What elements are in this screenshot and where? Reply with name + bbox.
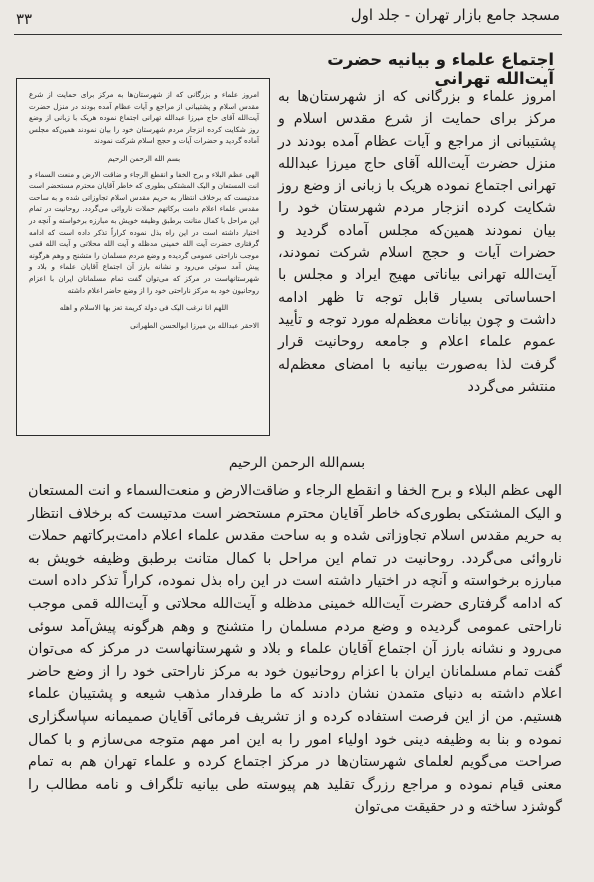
- body-paragraph: الهی عظم البلاء و برح الخفا و انقطع الرجاء و ضاقت‌الارض و منعت‌السماء و انت المستعان و الیک المشتکی بطوری‌که خاطر آقایان محترم مستحضر است مدتیست که برخلاف انتظار به حریم مقدس اسلام تجاوزاتی شده و به ساحت مقدس علماء اعلام دامت‌برکاتهم حملات ناروائی می‌گردد. روحانیت در تمام این مراحل با کمال متانت برطبق وظیفه خویش به مبارزه برخواسته و آنچه در اختیار داشته است در این راه بذل نموده، کراراً تذکر داده است که ادامه گرفتاری حضرت آیت‌الله خمینی مدظله و آیت‌الله محلاتی و آیت‌الله قمی موجب ناراحتی عمومی گردیده و وضع مردم مسلمان را متشنج و وهم هرگونه پیش‌آمد سوئی می‌رود و نشانه بارز آن اجتماع آقایان علماء و بلاد و شهرستانهاست در مرکز که می‌توان گفت تمام مسلمانان ایران با اعزام روحانیون خود به مرکز ناراحتی خود را از وضع حاضر اعلام داشته به دنیای متمدن نشان دادند که ما طرفدار مذهب شیعه و پشتیبان علماء هستیم. من از این فرصت استفاده کرده و از تشریف فرمائی آقایان صمیمانه سپاسگزاری نموده و بنا به وظیفه دینی خود اولیاء امور را به این امر مهم متوجه می‌سازم و با کمال صراحت می‌گویم لعلمای شهرستان‌ها در مرکز اجتماع کرده و علماء تهران هم به تمام معنی قیام نموده و مراجع رزرگ تقلید هم پیوسته طی بیانیه تلگراف و نامه مطالب را گوشزد ساخته و در حقیقت می‌توان: [28, 483, 562, 816]
- scan-top-lines: امروز علماء و بزرگانی که از شهرستان‌ها به مرکز برای حمایت از شرع مقدس اسلام و پشتیبانی از مراجع و آیات عظام آمده بودند در منزل حضرت آیت‌الله آقای حاج میرزا عبدالله تهرانی اجتماع نموده هریک با زبانی از وضع روز شکایت کرده انزجار مردم شهرستان خود را بیان نمودند همین‌که مجلس آماده گردید و حضرات آیات و حجج اسلام شرکت نمودند: [29, 90, 259, 146]
- section-heading: اجتماع علماء و بیانیه حضرت آیت‌الله تهرانی: [327, 50, 554, 88]
- running-title: مسجد جامع بازار تهران - جلد اول: [350, 6, 560, 24]
- scan-closing: اللهم انا نرغب الیک فی دولة کریمة تعز بها الاسلام و اهله: [59, 303, 229, 313]
- scan-bismillah: بسم الله الرحمن الرحیم: [107, 153, 181, 163]
- page-number: ۳۳: [16, 10, 33, 28]
- header-divider: [14, 34, 562, 35]
- intro-paragraph: امروز علماء و بزرگانی که از شهرستان‌ها به مرکز برای حمایت از شرع مقدس اسلام و پشتیبانی از مراجع و آیات عظام آمده بودند در منزل حضرت آیت‌الله آقای حاج میرزا عبدالله تهرانی اجتماع نموده هریک با زبانی از وضع روز شکایت کرده انزجار مردم شهرستان خود را بیان نمودند همین‌که مجلس آماده گردید و حضرات آیات و حجج اسلام شرکت نمودند، آیت‌الله تهرانی بیاناتی مهیج ایراد و مجلس با احساساتی بسیار قابل توجه تا ظهر ادامه داشت و چون بیانات معظم‌له مورد توجه و تأیید عموم علماء اعلام و جامعه روحانیت قرار گرفت لذا به‌صورت بیانیه با امضای معظم‌له منتشر می‌گردد: [278, 89, 556, 395]
- bismillah: بسم‌الله الرحمن الرحیم: [228, 455, 366, 471]
- scanned-document-image: [16, 78, 270, 436]
- scan-paragraph: الهی عظم البلاء و برح الخفا و انقطع الرجاء و ضاقت الارض و منعت السماء و انت المستعان و الیک المشتکی بطوری که خاطر آقایان محترم مستحضر است مدتیست که برخلاف انتظار به حریم مقدس اسلام تجاوزاتی شده و به ساحت مقدس علماء اعلام دامت برکاتهم حملات ناروائی می‌گردد. روحانیت در تمام این مراحل با کمال متانت برطبق وظیفه خویش به مبارزه برخواسته و آنچه در اختیار داشته است در این راه بذل نموده کراراً تذکر داده است که ادامه گرفتاری حضرت آیت الله خمینی مدظله و آیت الله محلاتی و آیت الله قمی موجب ناراحتی عمومی گردیده و وضع مردم مسلمان را متشنج و وهم هرگونه پیش آمد سوئی می‌رود و نشانه بارز آن اجتماع آقایان علماء و بلاد و شهرستانهاست در مرکز که می‌توان گفت تمام مسلمانان ایران با اعزام روحانیون خود به مرکز ناراحتی خود را از وضع حاضر اعلام داشته: [29, 169, 259, 295]
- scan-signature: الاحقر عبدالله بن میرزا ابوالحسن الطهرانی: [130, 320, 259, 330]
